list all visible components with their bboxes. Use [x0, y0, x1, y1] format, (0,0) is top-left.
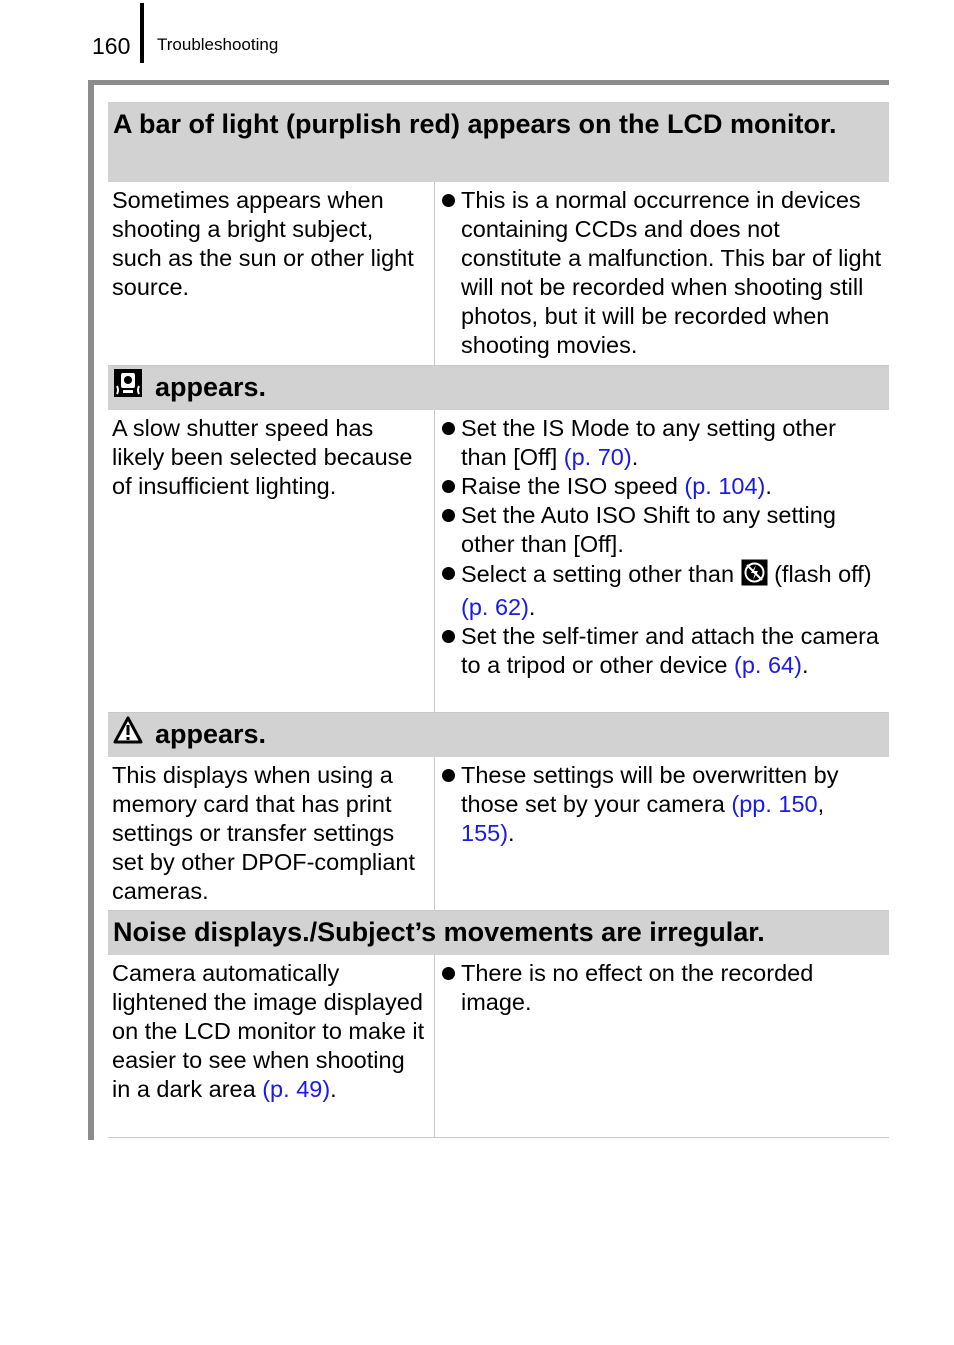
solution-cell [435, 757, 889, 910]
flash-off-icon [741, 559, 768, 593]
camera-shake-icon [113, 368, 143, 407]
page-link[interactable]: (pp. 150 [731, 791, 818, 817]
page-link[interactable]: (p. 49) [262, 1076, 331, 1102]
cause-cell: Sometimes appears when shooting a bright subject, such as the sun or other light source. [108, 182, 435, 365]
page-header [0, 0, 954, 80]
page-link[interactable]: 155) [461, 820, 509, 846]
table-row [108, 955, 889, 1138]
list-item: Set the Auto ISO Shift to any setting other than [Off]. [441, 501, 883, 559]
solution-cell [435, 182, 889, 365]
cause-cell: A slow shutter speed has likely been selected because of insufficient lighting. [108, 410, 435, 712]
page-link[interactable]: (p. 64) [734, 652, 802, 678]
troubleshooting-table [108, 102, 889, 1138]
list-item: Raise the ISO speed (p. 104). [441, 472, 883, 501]
top-rule [88, 80, 889, 85]
header-divider [140, 3, 144, 63]
list-item: Set the self-timer and attach the camera to a tripod or other device (p. 64). [441, 622, 883, 680]
solution-cell [435, 410, 889, 712]
cause-cell: Camera automatically lightened the image displayed on the LCD monitor to make it easier to see when shooting in a dark area (p. 49). [108, 955, 435, 1137]
section-heading-noise: Noise displays./Subject’s movements are irregular. [108, 911, 889, 955]
section-heading-bar-of-light: A bar of light (purplish red) appears on the LCD monitor. [108, 102, 889, 182]
section-heading-text: appears. [155, 372, 267, 402]
warning-icon [113, 716, 143, 753]
section-heading-dpof-warning [108, 713, 889, 757]
page-number: 160 [92, 33, 131, 59]
list-item: Select a setting other than (flash off) (p. 62). [441, 559, 883, 622]
table-row [108, 757, 889, 911]
list-item: These settings will be overwritten by those set by your camera (pp. 150, 155). [441, 761, 883, 848]
left-rule [88, 80, 94, 1140]
list-item: Set the IS Mode to any setting other than [Off] (p. 70). [441, 414, 883, 472]
table-row [108, 410, 889, 713]
section-heading-text: appears. [155, 719, 267, 749]
table-row [108, 182, 889, 366]
page-link[interactable]: (p. 104) [684, 473, 766, 499]
solution-cell [435, 955, 889, 1137]
list-item: There is no effect on the recorded image. [441, 959, 883, 1017]
section-heading-camera-shake [108, 366, 889, 410]
page-link[interactable]: (p. 70) [563, 444, 632, 470]
page-link[interactable]: (p. 62) [461, 594, 529, 620]
cause-cell: This displays when using a memory card that has print settings or transfer settings set by other DPOF-compliant cameras. [108, 757, 435, 910]
section-name: Troubleshooting [157, 35, 279, 54]
list-item: This is a normal occurrence in devices containing CCDs and does not constitute a malfunction. This bar of light will not be recorded when shooting still photos, but it will be recorded when shooting movies. [441, 186, 883, 360]
